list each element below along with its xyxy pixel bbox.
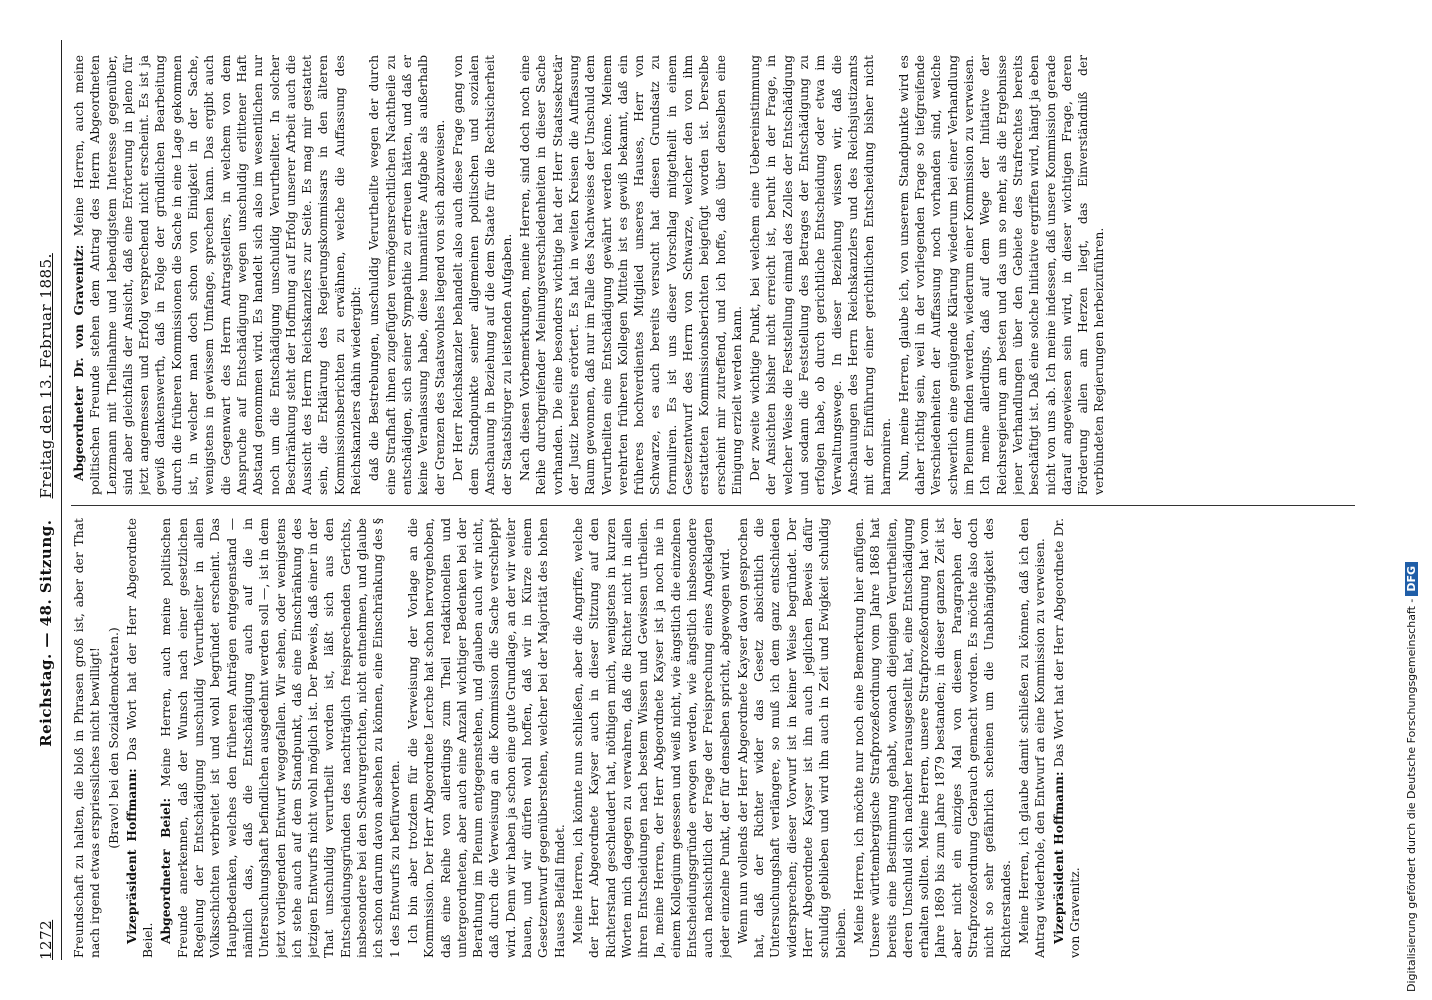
paragraph <box>747 55 894 495</box>
speaker-name: Vizepräsident Hoffmann: <box>123 768 139 944</box>
paragraph-text: Meine Herren, auch meine politischen Freunde anerkennen, daß der Wunsch nach einer gesetzlichen Regelung der Entschädigung unschuldig Verurtheilter in allen Volksschichten verbreitet ist und wohl begründet erscheint. Das Hauptbedenken, welches den früheren Anträgen entgegenstand — nämlich das, daß die Entschädigung auch auf die in Untersuchungshaft befindlichen ausgedehnt werden soll —, ist in dem jetzt vorliegenden Entwurf weggefallen. Wir sehen, oder wenigstens ich stehe auch auf dem Standpunkt, daß eine Einschränkung des jetzigen Entwurfs nicht wohl möglich ist. Der Beweis, daß einer in der That unschuldig verurtheilt worden ist, läßt sich aus den Entscheidungsgründen des nachträglich freisprechenden Gerichts, insbesondere bei den Schwurgerichten, nicht entnehmen, und glaube ich schon darum davon absehen zu können, eine Einschränkung des § 1 des Entwurfs zu befürworten. <box>159 518 402 958</box>
paragraph-text: Wenn nun vollends der Herr Abgeordnete Kayser davon gesprochen hat, daß der Richter wider das Gesetz absichtlich die Untersuchungshaft verlängere, so muß ich dem ganz entschieden widersprechen; dieser Vorwurf ist in keiner Weise begründet. Der Herr Abgeordnete Kayser ist ihn auch jeglichen Beweis dafür schuldig geblieben und wird ihn auch in Zeit und Ewigkeit schuldig bleiben. <box>735 518 848 958</box>
paragraph-text: daß die Bestrebungen, unschuldig Verurtheilte wegen der durch eine Strafhaft ihnen zugefügten vermögensrechtlichen Nachtheile zu entschädigen, sich seiner Sympathie zu erfreuen hätten, und daß er keine Veranlassung habe, diese humanitäre Aufgabe als außerhalb der Grenzen des Staatswohles liegend von sich abzuweisen. <box>367 55 447 495</box>
running-title <box>37 40 55 960</box>
page-header <box>35 40 62 960</box>
paragraph-text: Der zweite wichtige Punkt, bei welchem eine Uebereinstimmung der Ansichten bisher nicht erreicht ist, beruht in der Frage, in welcher Weise die Feststellung einmal des Zolles der Entschädigung und sodann die Feststellung des Betrages der Entschädigung zu erfolgen habe, ob durch gerichtliche Entscheidung oder etwa im Verwaltungswege. In dieser Beziehung wissen wir, daß die Anschauungen des Herrn Reichskanzlers und des Reichsjustizamts mit der Einführung einer gerichtlichen Entscheidung bisher nicht harmoniren. <box>748 55 893 495</box>
right-text-column <box>71 55 1357 495</box>
speaker-name: Abgeordneter Beiel: <box>158 797 174 944</box>
speaker-name: Abgeordneter Dr. von Gravenitz: <box>71 244 86 481</box>
paragraph <box>71 518 104 958</box>
paragraph <box>570 518 733 958</box>
paragraph-text: Das Wort hat der Herr Abgeordnete Dr. von Gravenitz. <box>1051 518 1082 958</box>
paragraph <box>1051 518 1084 958</box>
paragraph-text: Ich bin aber trotzdem für die Verweisung der Vorlage an die Kommission. Der Herr Abgeordnete Lerche hat schon hervorgehoben, daß eine Reihe von allerdings zum Theil redaktionellen und untergeordneten, aber auch eine Anzahl wichtiger Bedenken bei der Berathung im Plenum entgegenstehen, und glauben auch wir nicht, daß durch die Verweisung an die Kommission die Sache verschleppt wird. Denn wir haben ja schon eine gute Grundlage, an der wir weiter bauen, und wir dürfen wohl hoffen, daß wir in Kürze einem Gesetzentwurf gegenüberstehen, welcher bei der Majorität des hohen Hauses Beifall findet. <box>405 518 567 958</box>
paragraph <box>896 55 1108 495</box>
paragraph <box>517 55 745 495</box>
left-text-column <box>71 518 1357 958</box>
paragraph-text: Meine Herren, auch meine politischen Freunde stehen dem Antrag des Herrn Abgeordneten Lenzmann mit Theilnahme und lebendigstem Interesse gegenüber, sind aber gleichfalls der Ansicht, daß eine Erörterung in pleno für jetzt angemessen und Erfolg versprechend nicht erscheint. Es ist ja gewiß dankenswerth, daß in Folge der gründlichen Bearbeitung durch die früheren Kommissionen die Sache in eine Lage gekommen ist, in welcher man doch schon von Einigkeit in der Sache, wenigstens in gewissem Umfange, sprechen kann. Das ergibt auch die Gegenwart des Herrn Antragstellers, in welchem von dem Anspruche auf Entschädigung wegen unschuldig erlittener Haft Abstand genommen wird. Es handelt sich also im wesentlichen nur noch um die Entschädigung unschuldig Verurtheilter. In solcher Beschränkung steht der Hoffnung auf Erfolg unserer Arbeit auch die Aussicht des Herrn Reichskanzlers zur Seite. Es mag mir gestattet sein, die Erklärung des Regierungskommissars in den älteren Kommissionsberichten zu erwähnen, welche die Auffassung des Reichskanzlers dahin wiedergibt: <box>72 55 364 495</box>
paragraph-text: Meine Herren, ich möchte nur noch eine Bemerkung hier anfügen. Unsere württembergische Strafprozeßordnung vom Jahre 1868 hat bereits eine Bestimmung gehabt, wonach diejenigen Verurtheilten, deren Unschuld sich nachher herausgestellt hat, eine Entschädigung erhalten sollten. Meine Herren, unsere Strafprozeßordnung hat vom Jahre 1869 bis zum Jahre 1879 bestanden; in dieser ganzen Zeit ist aber nicht ein einziges Mal von diesem Paragraphen der Strafprozeßordnung Gebrauch gemacht worden. Es möchte also doch nicht so sehr gefährlich scheinen um die Unabhängigkeit des Richterstandes. <box>851 518 1013 958</box>
paragraph-text: Der Herr Reichskanzler behandelt also auch diese Frage gang von dem Standpunkte seiner allgemeinen politischen und sozialen Anschauung in Beziehung auf die dem Staate für die Rechtsicherheit der Staatsbürger zu leistenden Aufgaben. <box>450 55 514 495</box>
credit-text: Digitalisierung gefördert durch die Deutsche Forschungsgemeinschaft - <box>1405 598 1418 992</box>
paragraph <box>450 55 515 495</box>
paragraph-text: Meine Herren, ich könnte nun schließen, aber die Angriffe, welche der Herr Abgeordnete Kayser auch in dieser Sitzung auf den Richterstand geschleudert hat, nöthigen mich, wenigstens in kurzen Worten mich dagegen zu verwahren, daß die Richter nicht in allen ihren Entscheidungen nach bestem Wissen und Gewissen urtheilen. Ja, meine Herren, der Herr Abgeordnete Kayser ist ja noch nie in einem Kollegium gesessen und weiß nicht, wie ängstlich die einzelnen Entscheidungsgründe erwogen werden, wie ängstlich insbesondere auch nachsichtlich der Frage der Freisprechung eines Angeklagten jeder einzelne Punkt, der für denselben spricht, abgewogen wird. <box>570 518 732 958</box>
paragraph <box>106 518 122 958</box>
paragraph <box>1016 518 1049 958</box>
paragraph-text: Nach diesen Vorbemerkungen, meine Herren, sind doch noch eine Reihe durchgreifender Meinungsverschiedenheiten in dieser Sache vorhanden. Die eine besonders wichtige hat der Herr Staatssekretär der Justiz bereits erörtert. Es hat in weiten Kreisen die Auffassung Raum gewonnen, daß nur im Falle des Nachweises der Unschuld dem Verurtheilten eine Entschädigung gewährt werden könne. Meinem verehrten früheren Kollegen Mitteln ist es gewiß bekannt, daß ein früheres hochverdientes Mitglied unseres Hauses, Herr von Schwarze, es auch bereits versucht hat diesen Grundsatz zu formuliren. Es ist uns dieser Vorschlag mitgetheilt in einem Gesetzentwurf des Herrn von Schwarze, welcher den von ihm erstatteten Kommissionsberichten beigefügt worden ist. Derselbe erscheint mir zutreffend, und ich hoffe, daß über denselben eine Einigung erzielt werden kann. <box>518 55 744 495</box>
session-date: Freitag den 13. Februar 1885. <box>37 253 55 499</box>
paragraph-text: (Bravo! bei den Sozialdemokraten.) <box>106 627 121 849</box>
paragraph-text: Freundschaft zu halten, die bloß in Phrasen groß ist, aber der That nach irgend etwas erspriessliches nicht bewilligt! <box>72 518 103 958</box>
session-title: Reichstag. — 48. Sitzung. <box>37 519 55 747</box>
document-page <box>15 0 1385 1000</box>
speaker-name: Vizepräsident Hoffmann: <box>1050 771 1066 944</box>
digitization-credit <box>1405 562 1418 992</box>
paragraph <box>158 518 402 958</box>
dfg-logo-badge: DFG <box>1405 562 1418 596</box>
paragraph-text: Meine Herren, ich glaube damit schließen zu können, daß ich den Antrag wiederhole, den Entwurf an eine Kommission zu verweisen. <box>1016 518 1048 958</box>
paragraph <box>735 518 849 958</box>
paragraph <box>405 518 568 958</box>
paragraph <box>366 55 447 495</box>
paragraph <box>71 55 364 495</box>
paragraph-text: Das Wort hat der Herr Abgeordnete Beiel. <box>124 518 156 958</box>
page-number: 1272 <box>37 919 55 960</box>
paragraph <box>851 518 1014 958</box>
paragraph-text: Nun, meine Herren, glaube ich, von unserem Standpunkte wird es daher richtig sein, weil in der vorliegenden Frage so tiefgreifende Verschiedenheiten der Auffassung noch vorhanden sind, welche schwerlich eine genügende Klärung wiederum bei einer Verhandlung im Plenum finden werden, wiederum einer Kommission zu verweisen. Ich meine allerdings, daß auf dem Wege der Initiative der Reichsregierung am besten und das um so mehr, als die Ergebnisse jener Verhandlungen über den Gebiete des Strafrechtes bereits beschäftigt ist. Daß eine solche Initiative ergriffen wird, hängt ja eben nicht von uns ab. Ich meine indessen, daß unsere Kommission gerade darauf angewiesen sein wird, in dieser wichtigen Frage, deren Förderung allen am Herzen liegt, das Einverständniß der verbündeten Regierungen herbeizuführen. <box>896 55 1107 495</box>
column-divider <box>71 505 1355 506</box>
paragraph <box>124 518 157 958</box>
